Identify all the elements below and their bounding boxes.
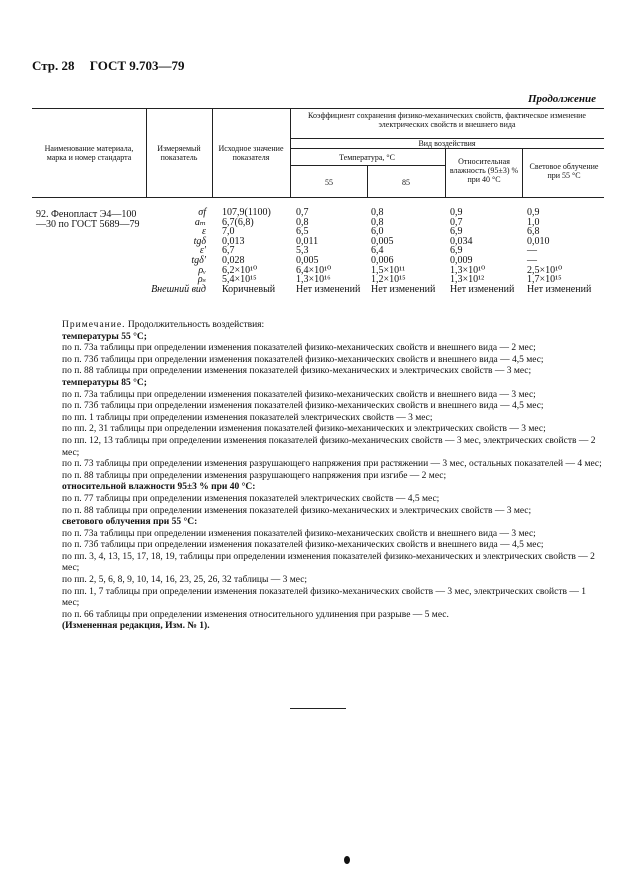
note-line: по пп. 3, 4, 13, 15, 17, 18, 19, таблицы при определении изменения показателей физико-механических и электрических свойств — 2 мес;: [62, 551, 595, 574]
table-cell: 0,8: [296, 216, 309, 228]
table-cell: ρₛ: [197, 274, 206, 286]
table-cell: —: [527, 245, 537, 257]
note-line: по пп. 12, 13 таблицы при определении изменения показателей физико-механических свойств — 3 мес, электрических свойств — 2 мес;: [62, 435, 596, 458]
header-impact-type: Вид воздействия: [418, 139, 476, 148]
table-cell: 0,010: [527, 235, 550, 247]
light-column: [527, 208, 603, 294]
note-line: по п. 73 таблицы при определении изменения разрушающего напряжения при растяжении — 3 мес, остальных показателей — 4 мес;: [62, 459, 602, 470]
note-line: по п. 73б таблицы при определении изменения показателей физико-механических свойств и внешнего вида — 4,5 мес;: [62, 354, 544, 365]
table-cell: Нет изменений: [371, 283, 436, 295]
note-heading: температуры 85 °С;: [62, 377, 147, 388]
table-hline: [290, 148, 604, 149]
table-cell: —: [527, 254, 537, 266]
table-cell: 1,3×10¹⁶: [296, 274, 331, 286]
header-temperature: Температура, °C: [339, 153, 395, 162]
table-cell: 0,034: [450, 235, 473, 247]
table-vline: [367, 165, 368, 198]
note-line: по пп. 1, 7 таблицы при определении изменения показателей физико-механических свойств — 3 мес, электрических свойств — 1 мес;: [62, 586, 586, 609]
table-cell: 6,5: [296, 226, 309, 238]
table-cell: 0,006: [371, 254, 394, 266]
standard-code: ГОСТ 9.703—79: [89, 58, 185, 73]
header-light: Световое облучение при 55 °C: [529, 162, 599, 180]
t55-column: [296, 208, 366, 294]
material-name: 92. Фенопласт Э4—100—30 по ГОСТ 5689—79: [36, 209, 140, 230]
table-cell: aₘ: [194, 216, 206, 228]
header-parameter: Измеряемый показатель: [157, 144, 201, 162]
table-cell: Внешний вид: [151, 283, 206, 295]
table-vline: [212, 108, 213, 198]
note-line: по п. 73б таблицы при определении изменения показателей физико-механических свойств и внешнего вида — 4,5 мес;: [62, 540, 544, 551]
table-cell: 0,005: [371, 235, 394, 247]
table-cell: 1,3×10¹⁰: [450, 264, 486, 276]
table-cell: 1,0: [527, 216, 540, 228]
table-cell: 6,2×10¹⁰: [222, 264, 258, 276]
note-block: [32, 320, 602, 633]
note-line: по п. 73б таблицы при определении изменения показателей физико-механических свойств и внешнего вида — 4,5 мес;: [62, 401, 544, 412]
note-line: по п. 66 таблицы при определении изменения относительного удлинения при разрыве — 5 мес.: [62, 609, 449, 620]
table-cell: 0,013: [222, 235, 245, 247]
parameter-column: [150, 208, 206, 294]
table-cell: 7,0: [222, 226, 235, 238]
note-heading: температуры 55 °С;: [62, 331, 147, 342]
table-cell: 0,005: [296, 254, 319, 266]
note-title: Примечание.: [62, 320, 126, 330]
bullet-mark: [344, 856, 350, 864]
table-cell: 0,028: [222, 254, 245, 266]
header-coefficient-group: Коэффициент сохранения физико-механических свойств, фактическое изменение электрических свойств и внешнего вида: [308, 111, 586, 129]
note-heading: относительной влажности 95±3 % при 40 °С:: [62, 482, 256, 493]
table-vline: [290, 108, 291, 198]
table-cell: Нет изменений: [527, 283, 592, 295]
table-vline: [146, 108, 147, 198]
table-cell: 6,8: [527, 226, 540, 238]
table-cell: ε: [202, 226, 206, 238]
table-cell: 0,8: [371, 216, 384, 228]
table-cell: 6,0: [371, 226, 384, 238]
table-cell: Нет изменений: [296, 283, 361, 295]
table-cell: 5,4×10¹⁵: [222, 274, 257, 286]
table-cell: 0,8: [371, 207, 384, 218]
table-cell: 6,4×10¹⁰: [296, 264, 332, 276]
note-line: по п. 73а таблицы при определении изменения показателей физико-механических свойств и внешнего вида — 2 мес;: [62, 343, 536, 354]
humidity-column: [450, 208, 522, 294]
note-line: по пп. 1 таблицы при определении изменения показателей электрических свойств — 3 мес;: [62, 412, 433, 423]
note-line: по п. 88 таблицы при определении изменения показателей физико-механических и электрических свойств — 3 мес;: [62, 366, 532, 377]
amendment-note: (Измененная редакция, Изм. № 1).: [62, 621, 210, 632]
table-cell: 107,9(1100): [222, 207, 271, 218]
table-cell: 0,9: [450, 207, 463, 218]
header-t85: 85: [402, 178, 410, 187]
note-line: по п. 73а таблицы при определении изменения показателей физико-механических свойств и внешнего вида — 3 мес;: [62, 389, 536, 400]
table-vline: [445, 148, 446, 198]
initial-column: [222, 208, 290, 294]
table-cell: ρᵥ: [198, 264, 206, 276]
table-vline: [522, 148, 523, 198]
table-cell: Коричневый: [222, 283, 276, 295]
table-cell: 6,7(6,8): [222, 216, 254, 228]
table-cell: Нет изменений: [450, 283, 515, 295]
table-cell: 0,011: [296, 235, 319, 247]
page-number: Стр. 28: [32, 58, 75, 73]
table-cell: 0,9: [527, 207, 540, 218]
note-title-rest: Продолжительность воздействия:: [127, 320, 265, 330]
table-cell: 5,3: [296, 245, 309, 257]
table-cell: 6,9: [450, 226, 463, 238]
note-line: по п. 88 таблицы при определении изменения разрушающего напряжения при изгибе — 2 мес;: [62, 470, 447, 481]
t85-column: [371, 208, 443, 294]
table-cell: 0,7: [450, 216, 463, 228]
table-cell: ε′: [199, 245, 206, 257]
note-heading: светового облучения при 55 °С:: [62, 517, 198, 528]
table-cell: 6,4: [371, 245, 384, 257]
note-line: по пп. 2, 5, 6, 8, 9, 10, 14, 16, 23, 25, 26, 32 таблицы — 3 мес;: [62, 575, 308, 586]
header-humidity: Относительная влажность (95±3) % при 40 °C: [449, 157, 519, 184]
separator-rule: [290, 708, 346, 709]
table-cell: 6,9: [450, 245, 463, 257]
table-cell: 2,5×10¹⁰: [527, 264, 563, 276]
continuation-label: Продолжение: [527, 93, 596, 105]
note-line: по п. 77 таблицы при определении изменения показателей электрических свойств — 4,5 мес;: [62, 493, 440, 504]
header-t55: 55: [325, 178, 333, 187]
table-header-bottom-line: [32, 197, 604, 198]
note-line: по п. 88 таблицы при определении изменения показателей физико-механических и электрических свойств — 3 мес;: [62, 505, 532, 516]
table-cell: tgδ′: [191, 254, 206, 266]
header-initial: Исходное значение показателя: [218, 144, 284, 162]
header-material: Наименование материала, марка и номер стандарта: [44, 144, 134, 162]
table-cell: 1,5×10¹¹: [371, 264, 406, 276]
note-line: по п. 73а таблицы при определении изменения показателей физико-механических свойств и внешнего вида — 3 мес;: [62, 528, 536, 539]
table-cell: σf: [198, 207, 206, 218]
table-cell: 0,7: [296, 207, 309, 218]
table-cell: 0,009: [450, 254, 473, 266]
note-line: по пп. 2, 31 таблицы при определении изменения показателей физико-механических и электрических свойств — 3 мес;: [62, 424, 546, 435]
table-cell: 6,7: [222, 245, 235, 257]
page-header: [32, 58, 197, 74]
table-top-line: [32, 108, 604, 109]
table-cell: 1,7×10¹⁵: [527, 274, 562, 286]
table-cell: tgδ: [193, 235, 206, 247]
table-cell: 1,3×10¹²: [450, 274, 485, 286]
table-cell: 1,2×10¹⁵: [371, 274, 406, 286]
